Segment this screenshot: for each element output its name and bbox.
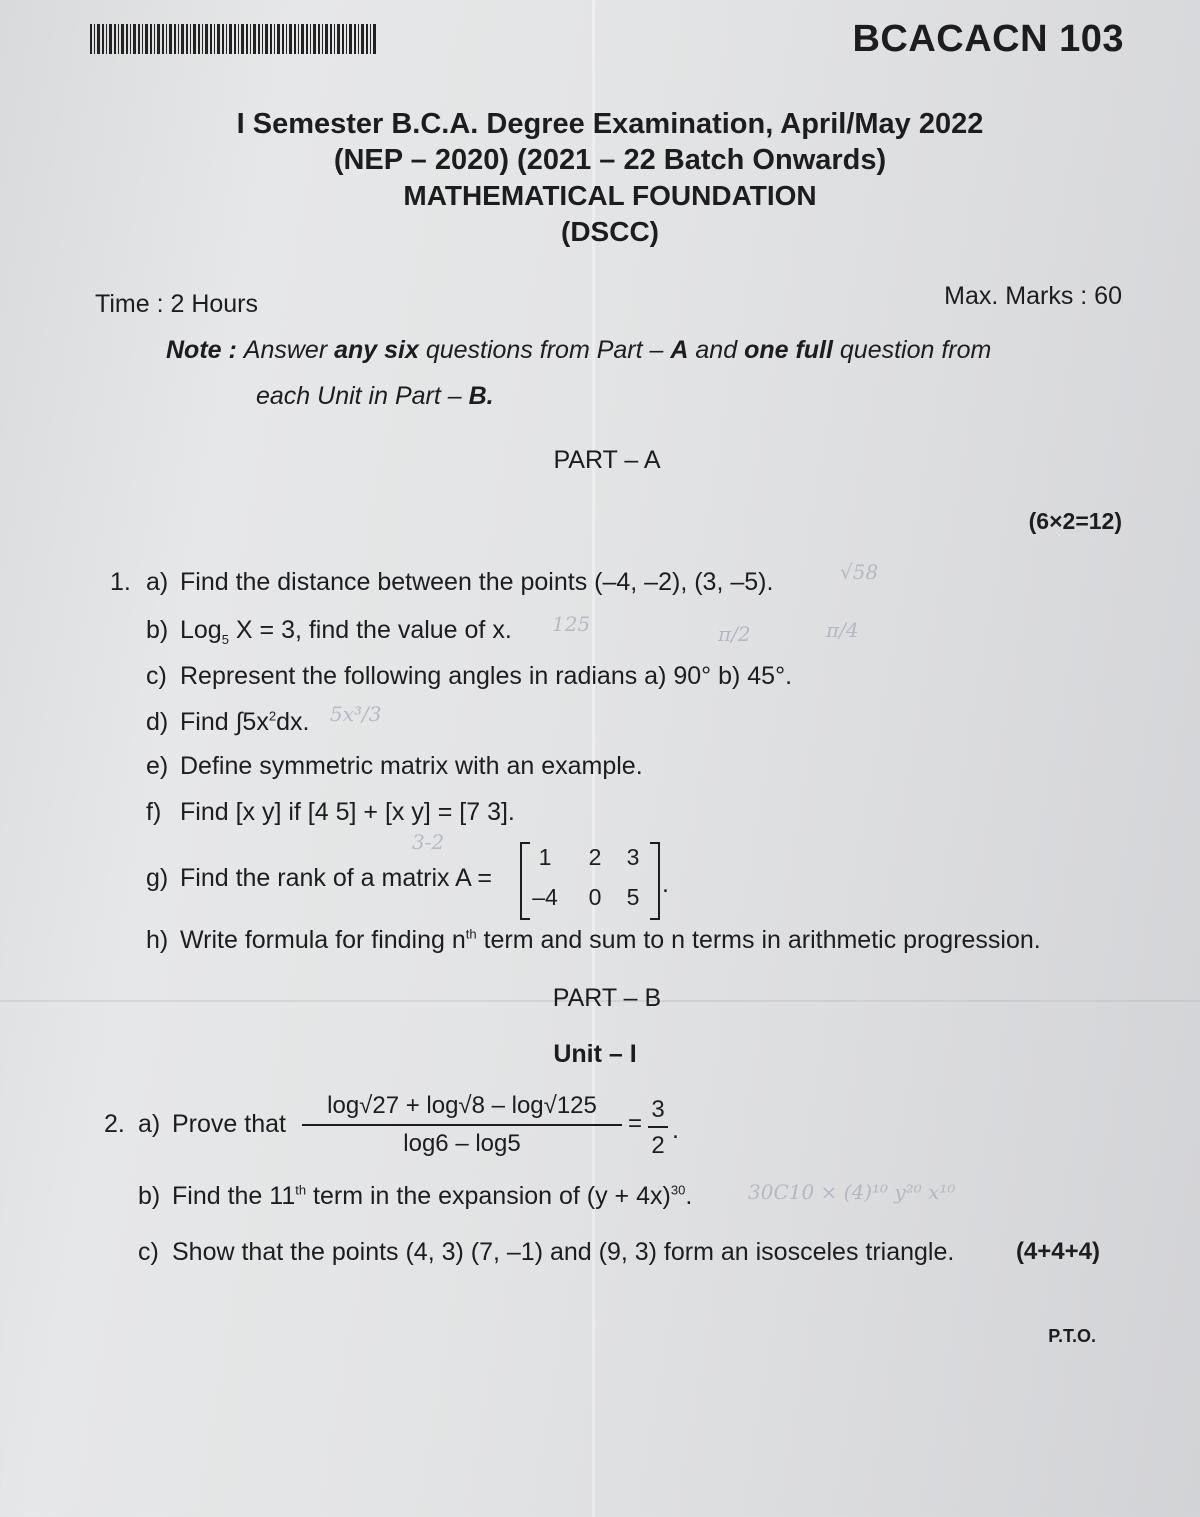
pencil-note: √58 (840, 560, 879, 584)
rhs-denominator: 2 (651, 1132, 665, 1159)
rhs-numerator: 3 (651, 1096, 665, 1123)
question-1h (146, 926, 1041, 955)
question-1f (146, 798, 515, 827)
matrix-cell: –4 (532, 884, 558, 910)
matrix-cell: 0 (588, 884, 602, 910)
part-a-marks: (6×2=12) (1028, 508, 1122, 534)
question-label: b) (138, 1182, 161, 1210)
question-label: d) (146, 708, 169, 736)
matrix-a (520, 842, 660, 918)
note-text: Answer (243, 336, 335, 364)
note-text: question from (832, 336, 992, 364)
superscript: th (465, 926, 477, 942)
pencil-note: 3-2 (412, 830, 445, 854)
question-2b (138, 1182, 692, 1211)
question-text: . (685, 1182, 693, 1210)
fraction-denominator: log6 – log5 (403, 1130, 521, 1157)
equals-sign: = (627, 1110, 642, 1137)
matrix-cell: 3 (626, 844, 640, 870)
log-base: 5 (221, 632, 229, 647)
question-text: dx. (276, 708, 310, 736)
note-emphasis: any six (334, 336, 419, 364)
fraction-bar (302, 1124, 622, 1126)
matrix-cell: 2 (588, 844, 602, 870)
question-2a (138, 1110, 286, 1139)
question-label: c) (138, 1238, 159, 1266)
pencil-note: π/2 (718, 622, 751, 646)
subject-title: MATHEMATICAL FOUNDATION (403, 180, 817, 211)
question-text: Prove that (172, 1110, 286, 1138)
question-1d (146, 708, 309, 737)
question-1a (146, 568, 773, 597)
rhs-fraction-bar (648, 1126, 668, 1128)
instruction-note-line2 (256, 382, 494, 411)
pencil-note: 5x³/3 (330, 702, 382, 726)
question-number: 1. (110, 568, 131, 596)
question-text: Find the distance between the points (–4, –2), (3, –5). (180, 568, 774, 596)
question-text: X = 3, find the value of x. (228, 616, 512, 644)
note-emphasis: B. (468, 382, 494, 410)
paper-code: BCACACN 103 (852, 18, 1124, 60)
question-text: Write formula for finding n (180, 926, 466, 954)
question-label: a) (138, 1110, 161, 1138)
part-a-title: PART – A (553, 446, 661, 474)
question-1b (146, 616, 512, 647)
question-label: e) (146, 752, 169, 780)
question-label: h) (146, 926, 169, 954)
question-2-marks: (4+4+4) (1015, 1238, 1100, 1265)
fraction-period: . (672, 1116, 679, 1144)
question-text: Find the 11 (172, 1182, 296, 1210)
question-text: Log (180, 616, 222, 644)
note-prefix: Note : (166, 336, 244, 364)
matrix-bracket-right (650, 842, 660, 920)
question-label: g) (146, 864, 169, 892)
course-type: (DSCC) (561, 216, 659, 247)
part-b-title: PART – B (552, 984, 662, 1012)
note-text: questions from Part – (418, 336, 671, 364)
note-text: each Unit in Part – (256, 382, 469, 410)
question-text: Represent the following angles in radians a) 90° b) 45°. (180, 662, 793, 690)
question-1e (146, 752, 643, 781)
question-label: f) (146, 798, 162, 826)
fraction-numerator: log√27 + log√8 – log√125 (327, 1092, 597, 1119)
exam-title: I Semester B.C.A. Degree Examination, April/May 2022 (236, 108, 984, 140)
instruction-note (166, 336, 991, 365)
question-text: Find ∫5x (180, 708, 269, 736)
exam-time: Time : 2 Hours (95, 290, 259, 318)
question-text: term and sum to n terms in arithmetic progression. (476, 926, 1041, 954)
question-text: Define symmetric matrix with an example. (180, 752, 643, 780)
question-text: Show that the points (4, 3) (7, –1) and (9, 3) form an isosceles triangle. (172, 1238, 955, 1266)
question-label: b) (146, 616, 169, 644)
matrix-period: . (662, 870, 669, 898)
question-label: a) (146, 568, 169, 596)
question-number: 2. (104, 1110, 125, 1138)
question-1g (146, 864, 492, 893)
pencil-note: π/4 (826, 618, 859, 642)
exam-batch: (NEP – 2020) (2021 – 22 Batch Onwards) (333, 144, 887, 176)
superscript: th (295, 1182, 307, 1198)
question-label: c) (146, 662, 167, 690)
pencil-note: 30C10 × (4)¹⁰ y²⁰ x¹⁰ (748, 1180, 956, 1204)
question-2c (138, 1238, 954, 1267)
note-emphasis: one full (744, 336, 833, 364)
max-marks: Max. Marks : 60 (944, 282, 1122, 310)
page-turn-over: P.T.O. (1048, 1326, 1096, 1346)
exponent: 2 (268, 708, 277, 724)
pencil-note: 125 (552, 612, 591, 636)
note-text: and (688, 336, 745, 364)
barcode (90, 24, 376, 54)
matrix-cell: 5 (626, 884, 640, 910)
note-emphasis: A (670, 336, 689, 364)
question-text: Find the rank of a matrix A = (180, 864, 492, 892)
matrix-cell: 1 (538, 844, 552, 870)
question-text: term in the expansion of (y + 4x) (306, 1182, 671, 1210)
unit-title: Unit – I (553, 1040, 637, 1068)
exponent: 30 (670, 1182, 686, 1198)
question-1c (146, 662, 792, 691)
question-text: Find [x y] if [4 5] + [x y] = [7 3]. (180, 798, 515, 826)
